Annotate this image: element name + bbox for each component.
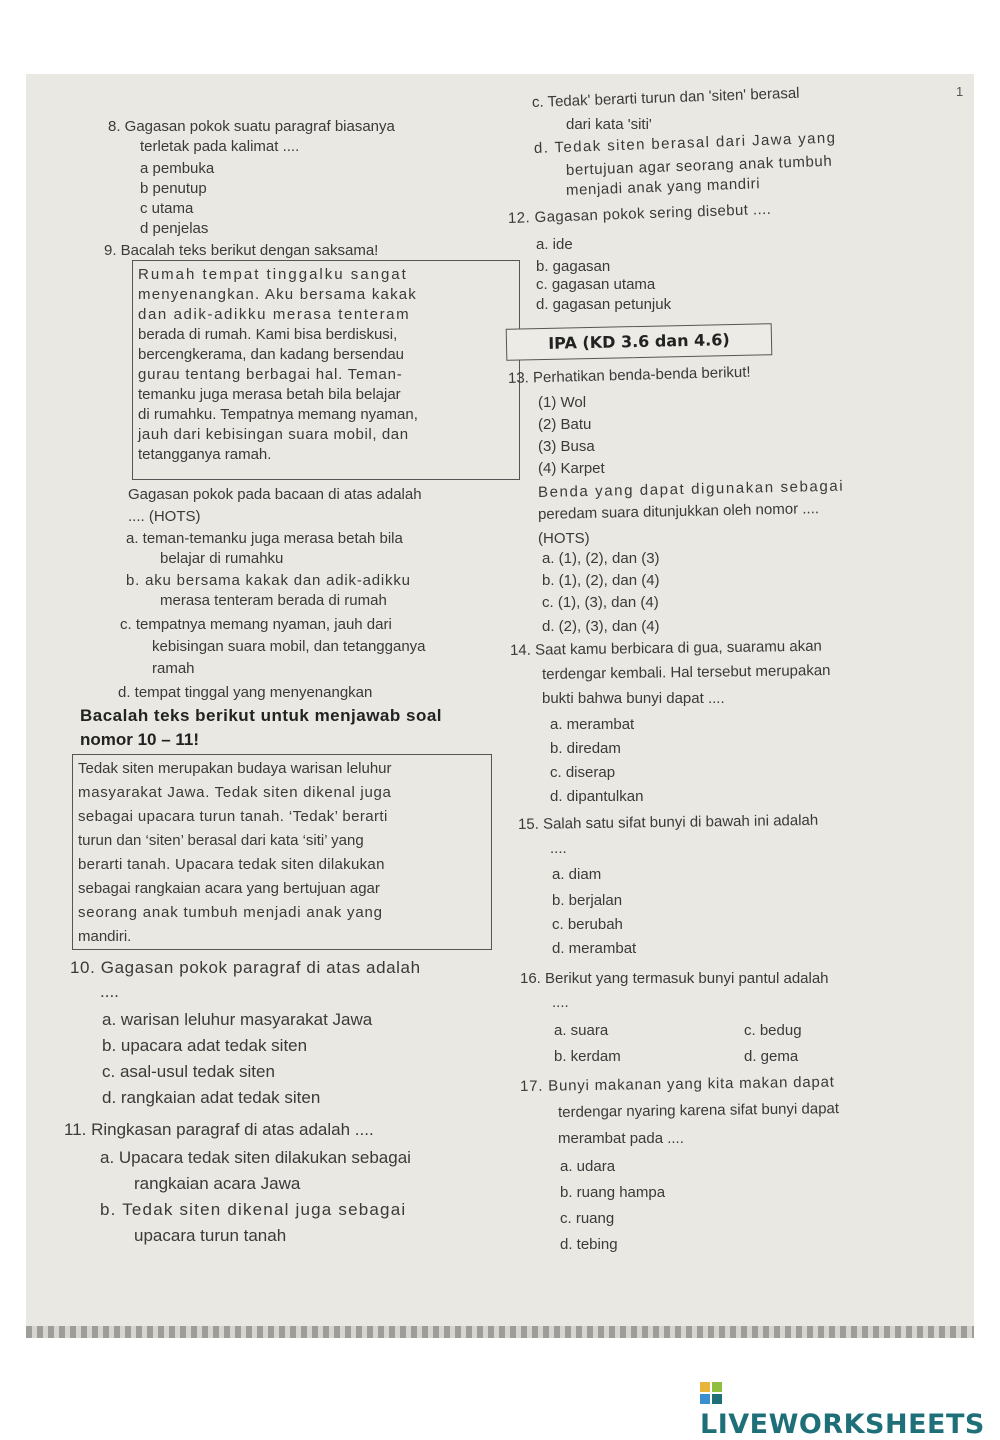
q13-question-1: Benda yang dapat digunakan sebagai: [537, 477, 845, 501]
q17-stem-2: terdengar nyaring karena sifat bunyi dapat: [557, 1100, 840, 1121]
q13-option-d[interactable]: d. (2), (3), dan (4): [542, 618, 660, 635]
brand-name: LIVEWORKSHEETS: [700, 1409, 985, 1440]
q9-option-b[interactable]: b. aku bersama kakak dan adik-adikku: [126, 572, 411, 589]
q9-passage-line: gurau tentang berbagai hal. Teman-: [138, 366, 403, 383]
q13-stem: 13. Perhatikan benda-benda berikut!: [507, 363, 751, 387]
q9-passage-line: menyenangkan. Aku bersama kakak: [138, 286, 418, 303]
q14-stem-2: terdengar kembali. Hal tersebut merupakan: [541, 661, 831, 683]
q11-stem: 11. Ringkasan paragraf di atas adalah ....: [64, 1120, 374, 1139]
q9-option-b-cont: merasa tenteram berada di rumah: [160, 592, 387, 609]
page-number: 1: [956, 84, 964, 99]
q17-option-a[interactable]: a. udara: [560, 1158, 616, 1175]
q9-passage-line: dan adik-adikku merasa tenteram: [138, 306, 411, 323]
q14-stem-1: 14. Saat kamu berbicara di gua, suaramu akan: [509, 637, 822, 659]
q13-option-a[interactable]: a. (1), (2), dan (3): [542, 550, 660, 567]
q11-option-a[interactable]: a. Upacara tedak siten dilakukan sebagai: [100, 1148, 411, 1167]
q8-stem-2: terletak pada kalimat ....: [140, 138, 300, 155]
q8-cont-option-c[interactable]: c. Tedak' berarti turun dan 'siten' berasal: [531, 84, 800, 111]
q13-item: (3) Busa: [538, 438, 595, 455]
q9-passage-line: di rumahku. Tempatnya memang nyaman,: [138, 406, 418, 423]
q8-option-d[interactable]: d penjelas: [140, 220, 209, 237]
q9-passage-line: jauh dari kebisingan suara mobil, dan: [138, 426, 409, 443]
q9-option-a-cont: belajar di rumahku: [160, 550, 284, 567]
q8-stem-1: 8. Gagasan pokok suatu paragraf biasanya: [108, 118, 395, 135]
q10-stem-1: 10. Gagasan pokok paragraf di atas adalah: [70, 958, 421, 977]
worksheet-page: [26, 74, 974, 1338]
q16-stem-2: ....: [552, 994, 569, 1011]
q17-option-b[interactable]: b. ruang hampa: [560, 1184, 666, 1201]
q15-option-d[interactable]: d. merambat: [552, 940, 637, 957]
page-bottom-edge: [26, 1326, 974, 1338]
q12-option-a[interactable]: a. ide: [536, 236, 573, 253]
q12-option-d[interactable]: d. gagasan petunjuk: [536, 296, 672, 313]
q9-option-d[interactable]: d. tempat tinggal yang menyenangkan: [118, 684, 373, 701]
q9-option-a[interactable]: a. teman-temanku juga merasa betah bila: [126, 530, 403, 547]
q9-option-c-cont: kebisingan suara mobil, dan tetangganya: [152, 638, 426, 655]
q10-option-d[interactable]: d. rangkaian adat tedak siten: [102, 1088, 321, 1107]
q8-cont-option-d-cont: bertujuan agar seorang anak tumbuh: [565, 152, 833, 179]
q14-option-b[interactable]: b. diredam: [550, 740, 621, 757]
q11-option-b[interactable]: b. Tedak siten dikenal juga sebagai: [100, 1200, 407, 1219]
q14-option-d[interactable]: d. dipantulkan: [550, 788, 644, 805]
passage-10-11-line: berarti tanah. Upacara tedak siten dilakukan: [78, 856, 385, 873]
passage-10-11-line: turun dan ‘siten’ berasal dari kata ‘siti’ yang: [78, 832, 364, 849]
reading-instruction-2: nomor 10 – 11!: [80, 730, 200, 749]
passage-10-11-line: masyarakat Jawa. Tedak siten dikenal juga: [78, 784, 392, 801]
q9-stem: 9. Bacalah teks berikut dengan saksama!: [104, 242, 379, 259]
q9-passage-line: Rumah tempat tinggalku sangat: [138, 266, 408, 283]
passage-10-11-line: sebagai upacara turun tanah. ‘Tedak’ berarti: [78, 808, 388, 825]
q10-option-c[interactable]: c. asal-usul tedak siten: [102, 1062, 275, 1081]
q17-option-c[interactable]: c. ruang: [560, 1210, 615, 1227]
q14-option-a[interactable]: a. merambat: [550, 716, 635, 733]
q11-option-b-cont: upacara turun tanah: [134, 1226, 287, 1245]
q13-item: (1) Wol: [538, 394, 587, 411]
q16-option-c[interactable]: c. bedug: [744, 1022, 802, 1039]
q16-option-d[interactable]: d. gema: [744, 1048, 799, 1065]
passage-10-11-line: mandiri.: [78, 928, 132, 945]
q10-option-a[interactable]: a. warisan leluhur masyarakat Jawa: [102, 1010, 373, 1029]
q17-option-d[interactable]: d. tebing: [560, 1236, 618, 1253]
q11-option-a-cont: rangkaian acara Jawa: [134, 1174, 301, 1193]
q13-item: (4) Karpet: [538, 460, 605, 477]
section-title-ipa: IPA (KD 3.6 dan 4.6): [506, 323, 773, 361]
q10-option-b[interactable]: b. upacara adat tedak siten: [102, 1036, 308, 1055]
q9-option-c-cont: ramah: [152, 660, 195, 677]
q15-option-a[interactable]: a. diam: [552, 866, 602, 883]
q9-question-2: .... (HOTS): [128, 508, 201, 525]
q8-option-c[interactable]: c utama: [140, 200, 194, 217]
q8-cont-option-d-cont: menjadi anak yang mandiri: [565, 175, 761, 199]
q12-stem: 12. Gagasan pokok sering disebut ....: [507, 200, 772, 227]
passage-10-11-line: Tedak siten merupakan budaya warisan leluhur: [78, 760, 392, 777]
q13-option-c[interactable]: c. (1), (3), dan (4): [542, 594, 659, 611]
q8-option-b[interactable]: b penutup: [140, 180, 207, 197]
q9-question-1: Gagasan pokok pada bacaan di atas adalah: [128, 486, 422, 503]
q9-passage-line: tetangganya ramah.: [138, 446, 272, 463]
q12-option-c[interactable]: c. gagasan utama: [536, 276, 656, 293]
reading-instruction-1: Bacalah teks berikut untuk menjawab soal: [80, 706, 443, 725]
q13-question-3: (HOTS): [538, 530, 590, 547]
q9-option-c[interactable]: c. tempatnya memang nyaman, jauh dari: [120, 616, 392, 633]
q9-passage-line: temanku juga merasa betah bila belajar: [138, 386, 401, 403]
q15-option-b[interactable]: b. berjalan: [552, 892, 623, 909]
q17-stem-1: 17. Bunyi makanan yang kita makan dapat: [519, 1073, 835, 1095]
passage-10-11-line: sebagai rangkaian acara yang bertujuan agar: [78, 880, 380, 897]
q17-stem-3: merambat pada ....: [558, 1130, 684, 1147]
q8-cont-option-d[interactable]: d. Tedak siten berasal dari Jawa yang: [533, 129, 837, 157]
q12-option-b[interactable]: b. gagasan: [536, 258, 611, 275]
q13-item: (2) Batu: [538, 416, 592, 433]
q8-option-a[interactable]: a pembuka: [140, 160, 215, 177]
q15-stem-2: ....: [550, 840, 567, 857]
q13-question-2: peredam suara ditunjukkan oleh nomor ....: [537, 500, 820, 523]
q15-option-c[interactable]: c. berubah: [552, 916, 623, 933]
q8-cont-option-c-cont: dari kata 'siti': [566, 116, 652, 133]
liveworksheets-logo[interactable]: [700, 1378, 1000, 1440]
liveworksheets-icon: [700, 1382, 722, 1404]
passage-10-11-line: seorang anak tumbuh menjadi anak yang: [78, 904, 383, 921]
q9-passage-line: berada di rumah. Kami bisa berdiskusi,: [138, 326, 398, 343]
q16-stem-1: 16. Berikut yang termasuk bunyi pantul adalah: [520, 970, 829, 987]
q13-option-b[interactable]: b. (1), (2), dan (4): [542, 572, 660, 589]
q9-passage-line: bercengkerama, dan kadang bersendau: [138, 346, 405, 363]
q10-stem-2: ....: [100, 982, 119, 1001]
q16-option-a[interactable]: a. suara: [554, 1022, 609, 1039]
q14-option-c[interactable]: c. diserap: [550, 764, 616, 781]
q14-stem-3: bukti bahwa bunyi dapat ....: [542, 690, 725, 707]
q16-option-b[interactable]: b. kerdam: [554, 1048, 621, 1065]
q15-stem-1: 15. Salah satu sifat bunyi di bawah ini adalah: [517, 811, 819, 833]
